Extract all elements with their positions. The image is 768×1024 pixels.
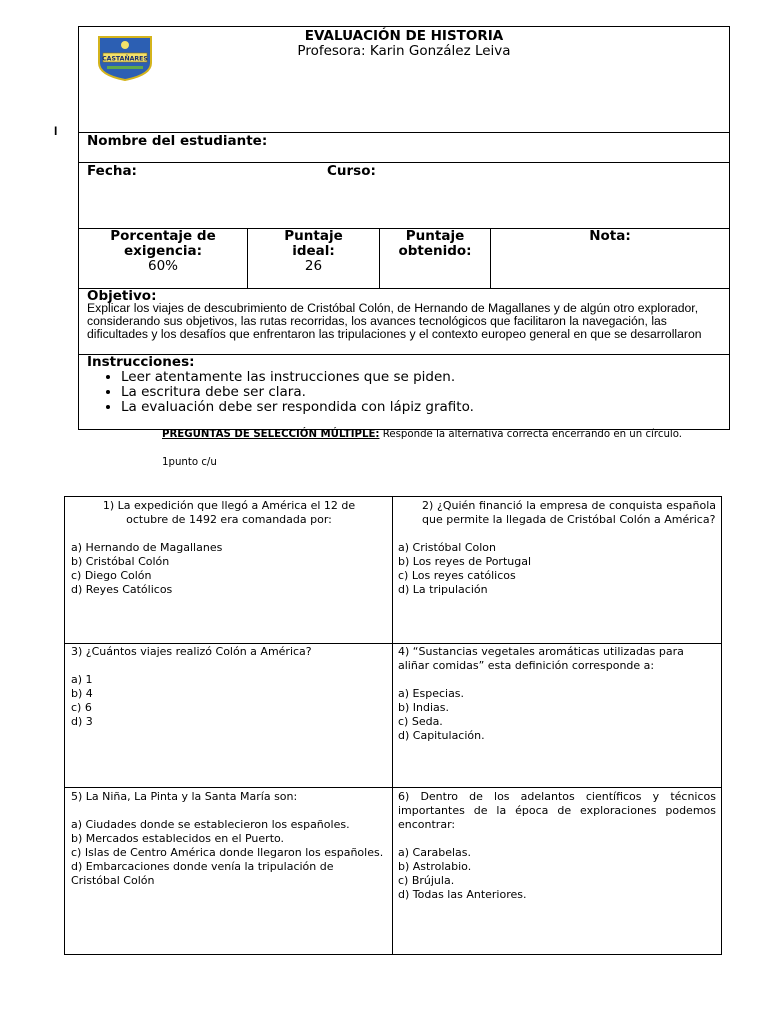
option[interactable]: d) Reyes Católicos (71, 583, 173, 596)
question-text: 2) ¿Quién financió la empresa de conquista española que permite la llegada de Cristóbal Colón a América? (422, 499, 716, 526)
option[interactable]: d) 3 (71, 715, 93, 728)
page-title: EVALUACIÓN DE HISTORIA (304, 28, 504, 44)
grade-label: Nota: (589, 228, 631, 244)
date-label: Fecha: (87, 163, 137, 179)
percent-label: Porcentaje de exigencia: (110, 228, 216, 259)
option[interactable]: d) Capitulación. (398, 729, 485, 742)
instructions-row (78, 354, 730, 430)
obtained-label: Puntaje obtenido: (398, 228, 472, 259)
section-instruction: Responde la alternativa correcta encerrando en un círculo. (379, 429, 683, 440)
option[interactable]: b) Los reyes de Portugal (398, 555, 532, 568)
questions-grid (64, 496, 722, 955)
question-text: 3) ¿Cuántos viajes realizó Colón a América? (71, 645, 312, 658)
option[interactable]: a) Hernando de Magallanes (71, 541, 223, 554)
option[interactable]: a) Carabelas. (398, 846, 471, 859)
question-2 (398, 499, 716, 597)
objective-text: Explicar los viajes de descubrimiento de Cristóbal Colón, de Hernando de Magallanes y de algún otro explorador, considerando sus objetivos, las rutas recorridas, los avances tecnológicos que facilitaron la navegación, las dificultades y los desafíos que enfrentaron las tripulaciones y el contexto europeo general en que se desarrollaron (87, 301, 702, 341)
question-6 (398, 790, 716, 902)
grade-cell (491, 229, 729, 244)
option[interactable]: c) Brújula. (398, 874, 455, 887)
option[interactable]: a) 1 (71, 673, 93, 686)
instructions-label: Instrucciones: (87, 354, 195, 370)
question-4 (398, 645, 698, 743)
percent-cell (79, 229, 247, 274)
scores-row (78, 228, 730, 289)
question-1 (71, 499, 387, 597)
option[interactable]: c) Los reyes católicos (398, 569, 516, 582)
option[interactable]: a) Especias. (398, 687, 465, 700)
objective-row (78, 288, 730, 355)
option[interactable]: b) 4 (71, 687, 93, 700)
option[interactable]: b) Astrolabio. (398, 860, 472, 873)
objective-label: Objetivo: (87, 288, 157, 304)
student-name-label: Nombre del estudiante: (87, 133, 268, 149)
ideal-label: Puntaje ideal: (284, 228, 343, 259)
option[interactable]: b) Indias. (398, 701, 449, 714)
date-course-row (78, 162, 730, 229)
question-text: 4) “Sustancias vegetales aromáticas utilizadas para aliñar comidas” esta definición corresponde a: (398, 645, 684, 672)
section-title: PREGUNTAS DE SELECCIÓN MÚLTIPLE: (162, 429, 380, 440)
option[interactable]: c) Seda. (398, 715, 443, 728)
option[interactable]: d) La tripulación (398, 583, 488, 596)
question-text: 6) Dentro de los adelantos científicos y técnicos importantes de la época de exploraciones podemos encontrar: (398, 790, 716, 831)
student-name-row (78, 132, 730, 163)
question-5 (71, 790, 389, 888)
option[interactable]: c) Islas de Centro América donde llegaron los españoles. (71, 846, 384, 859)
stray-mark: I (54, 124, 58, 138)
section-heading (162, 429, 682, 440)
option[interactable]: b) Cristóbal Colón (71, 555, 170, 568)
instruction-item: • Leer atentamente las instrucciones que se piden. (121, 370, 761, 385)
option[interactable]: b) Mercados establecidos en el Puerto. (71, 832, 285, 845)
question-text: 1) La expedición que llegó a América el 12 de octubre de 1492 era comandada por: (102, 499, 356, 526)
points-note: 1punto c/u (162, 457, 217, 468)
ideal-cell (248, 229, 379, 274)
option[interactable]: c) Diego Colón (71, 569, 152, 582)
ideal-value: 26 (304, 258, 323, 274)
option[interactable]: d) Todas las Anteriores. (398, 888, 527, 901)
option[interactable]: a) Ciudades donde se establecieron los españoles. (71, 818, 350, 831)
option[interactable]: a) Cristóbal Colon (398, 541, 497, 554)
option[interactable]: d) Embarcaciones donde venía la tripulación de Cristóbal Colón (71, 860, 334, 887)
option[interactable]: c) 6 (71, 701, 92, 714)
teacher-name: Profesora: Karin González Leiva (297, 43, 511, 59)
percent-value: 60% (147, 258, 178, 274)
question-3 (71, 645, 387, 729)
obtained-cell (380, 229, 490, 259)
header-box (78, 26, 730, 133)
instruction-item: • La escritura debe ser clara. (121, 385, 761, 400)
instruction-item: • La evaluación debe ser respondida con lápiz grafito. (121, 400, 761, 415)
course-label: Curso: (327, 163, 376, 179)
question-text: 5) La Niña, La Pinta y la Santa María son: (71, 790, 298, 803)
instructions-list (79, 370, 761, 415)
svg-text:CASTAÑARES: CASTAÑARES (102, 55, 148, 63)
